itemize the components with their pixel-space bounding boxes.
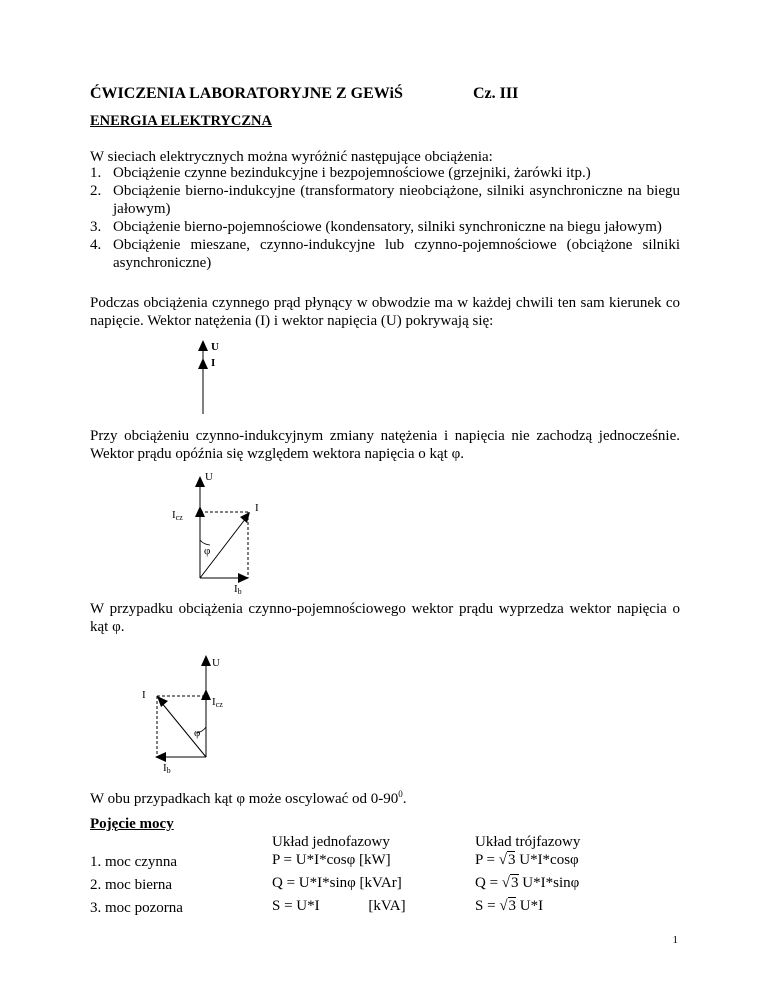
list-item-text: Obciążenie mieszane, czynno-indukcyjne lub czynno-pojemnościowe (obciążone silniki asynchroniczne) <box>113 237 680 271</box>
label-U: U <box>212 657 220 669</box>
reactive-current-arrowhead <box>238 573 249 583</box>
power-heading: Pojęcie mocy <box>90 816 174 832</box>
power-name: 1. moc czynna <box>90 854 178 870</box>
list-item-text: Obciążenie czynne bezindukcyjne i bezpojemnościowe (grzejniki, żarówki itp.) <box>113 165 591 181</box>
voltage-arrowhead <box>198 340 208 351</box>
formula-three-phase: P = √3 U*I*cosφ <box>475 852 579 868</box>
label-Ib: Ib <box>234 583 242 596</box>
column-header-single-phase: Układ jednofazowy <box>272 834 390 850</box>
intro-text: W sieciach elektrycznych można wyróżnić następujące obciążenia: <box>90 149 493 165</box>
formula-single-phase: P = U*I*cosφ [kW] <box>272 852 391 868</box>
diagram-resistive <box>190 336 250 416</box>
diagram-inductive <box>170 468 280 598</box>
formula-three-phase: Q = √3 U*I*sinφ <box>475 875 580 891</box>
label-I: I <box>142 689 146 701</box>
list-item-text: Obciążenie bierno-pojemnościowe (kondensatory, silniki synchroniczne na biegu jałowym) <box>113 219 662 235</box>
voltage-arrowhead <box>201 655 211 666</box>
formula-single-phase: Q = U*I*sinφ [kVAr] <box>272 875 402 891</box>
label-U: U <box>211 341 219 353</box>
column-header-three-phase: Układ trójfazowy <box>475 834 581 850</box>
page-number: 1 <box>672 934 678 946</box>
document-part: Cz. III <box>473 85 519 102</box>
list-item-text: Obciążenie bierno-indukcyjne (transformatory nieobciążone, silniki asynchroniczne na biegu jałowym) <box>113 183 680 217</box>
list-item <box>90 218 680 236</box>
load-list <box>90 164 680 272</box>
current-arrowhead <box>198 358 208 369</box>
list-item-number: 3. <box>90 219 102 235</box>
paragraph-capacitive: W przypadku obciążenia czynno-pojemnościowego wektor prądu wyprzedza wektor napięcia o kąt φ. <box>90 601 680 635</box>
power-name: 3. moc pozorna <box>90 900 183 916</box>
diagram-capacitive <box>130 645 250 780</box>
voltage-arrowhead <box>195 476 205 487</box>
label-U: U <box>205 471 213 483</box>
label-I: I <box>211 357 216 369</box>
list-item <box>90 164 680 182</box>
list-item <box>90 236 680 272</box>
label-Icz: Icz <box>212 696 223 709</box>
label-phi: φ <box>204 545 211 557</box>
list-item-number: 1. <box>90 165 102 181</box>
paragraph-inductive: Przy obciążeniu czynno-indukcyjnym zmiany natężenia i napięcia nie zachodzą jednocześnie. Wektor prądu opóźnia się względem wektora napięcia o kąt φ. <box>90 428 680 462</box>
formula-three-phase: S = √3 U*I <box>475 898 544 914</box>
list-item <box>90 182 680 218</box>
paragraph-resistive: Podczas obciążenia czynnego prąd płynący w obwodzie ma w każdej chwili ten sam kierunek co napięcie. Wektor natężenia (I) i wektor napięcia (U) pokrywają się: <box>90 295 680 329</box>
list-item-number: 2. <box>90 183 102 199</box>
power-name: 2. moc bierna <box>90 877 173 893</box>
label-I: I <box>255 502 259 514</box>
formula-single-phase: S = U*I [kVA] <box>272 898 406 914</box>
list-item-number: 4. <box>90 237 102 253</box>
document-title: ĆWICZENIA LABORATORYJNE Z GEWiŚ <box>90 85 403 102</box>
paragraph-angle: W obu przypadkach kąt φ może oscylować od $0-90^0$. <box>90 789 407 807</box>
active-current-arrowhead <box>201 689 211 700</box>
label-phi: φ <box>194 727 201 739</box>
current-arrowhead <box>157 696 168 707</box>
section-title: ENERGIA ELEKTRYCZNA <box>90 113 272 129</box>
label-Ib: Ib <box>163 762 171 775</box>
label-Icz: Icz <box>172 509 183 522</box>
